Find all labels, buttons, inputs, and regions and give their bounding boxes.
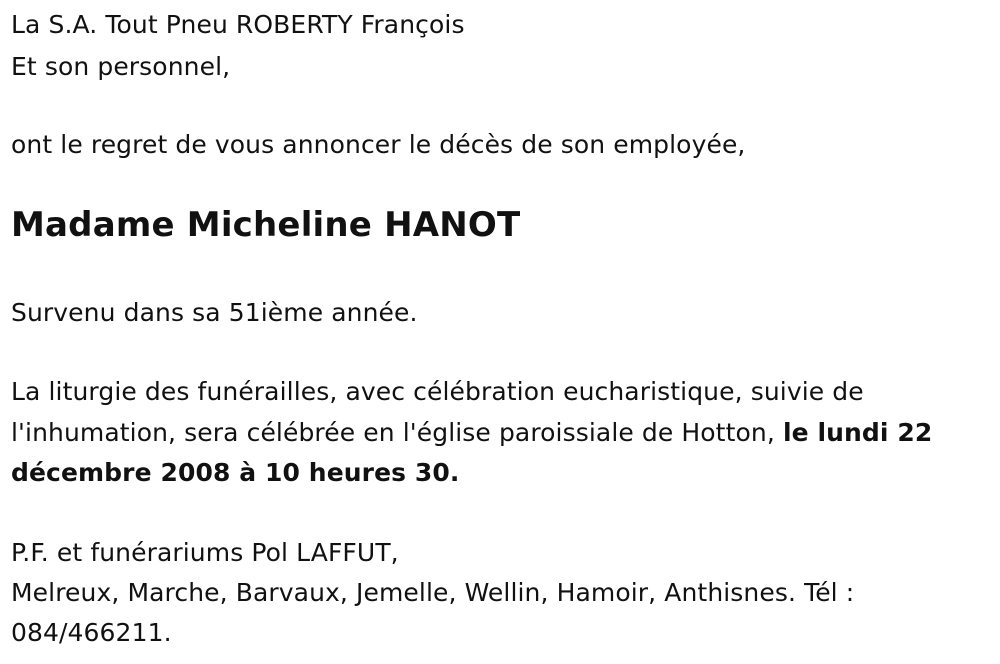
funeral-home-phone: 084/466211.	[11, 618, 172, 647]
deceased-name: Madame Micheline HANOT	[11, 205, 521, 245]
ceremony-date-end: décembre 2008 à 10 heures 30.	[11, 458, 460, 487]
funeral-home-name: P.F. et funérariums Pol LAFFUT,	[11, 538, 399, 567]
staff-line: Et son personnel,	[11, 52, 231, 81]
ceremony-date-start: le lundi 22	[782, 418, 933, 447]
funeral-home-locations: Melreux, Marche, Barvaux, Jemelle, Wellin, Hamoir, Anthisnes. Tél :	[11, 578, 855, 607]
company-line: La S.A. Tout Pneu ROBERTY François	[11, 10, 465, 39]
ceremony-line-1: La liturgie des funérailles, avec célébration eucharistique, suivie de	[11, 377, 864, 406]
age-note: Survenu dans sa 51ième année.	[11, 298, 418, 327]
announcement-line: ont le regret de vous annoncer le décès de son employée,	[11, 130, 746, 159]
ceremony-location: l'inhumation, sera célébrée en l'église paroissiale de Hotton,	[11, 418, 783, 447]
ceremony-line-2	[11, 418, 932, 448]
